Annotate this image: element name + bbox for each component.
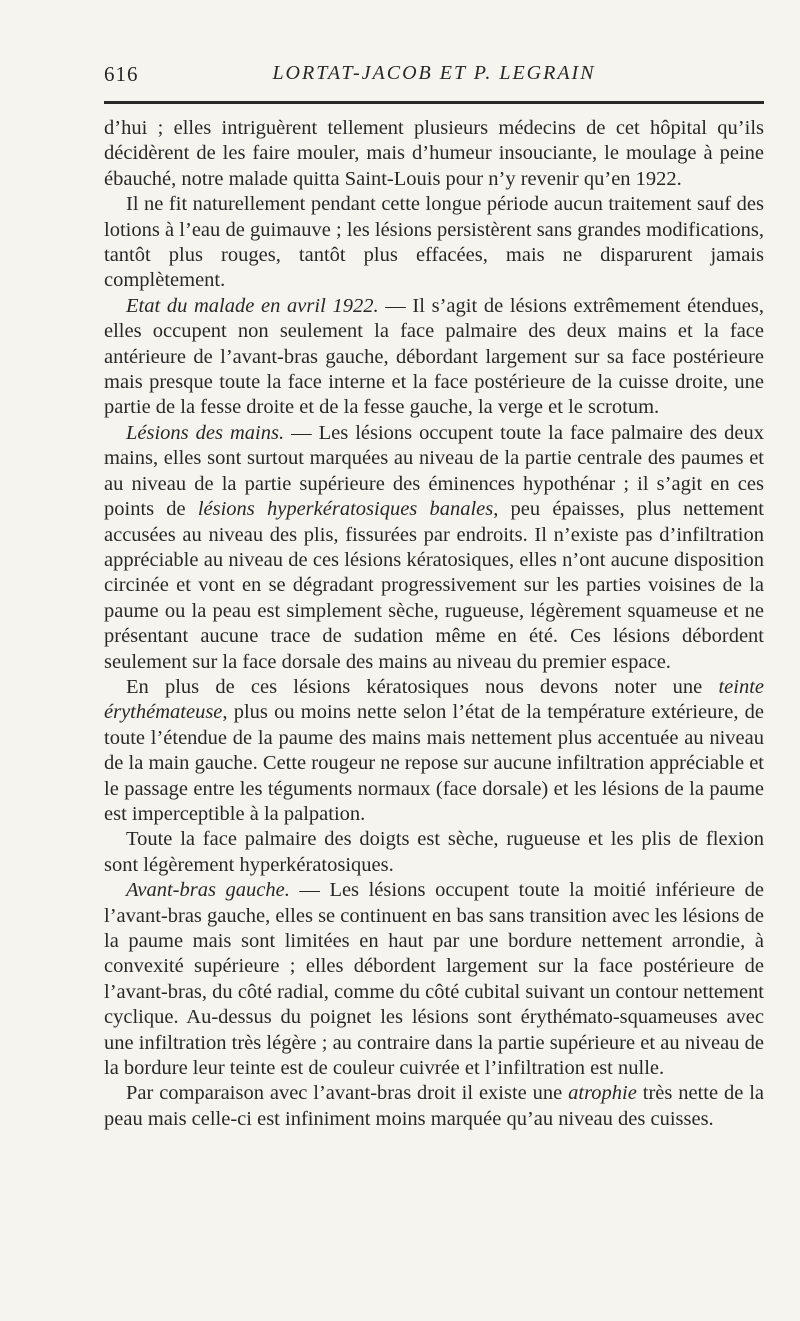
paragraph	[104, 116, 764, 192]
paragraph	[104, 192, 764, 294]
italic-text: teinte érythémateuse	[104, 675, 764, 724]
page-number: 616	[104, 62, 139, 86]
italic-text: Avant-bras gauche.	[126, 879, 290, 902]
page-header	[104, 62, 764, 92]
text-segment: En plus de ces lésions kératosiques nous devons noter une	[126, 675, 719, 698]
body-text	[104, 116, 764, 1132]
paragraph	[104, 675, 764, 827]
text-segment: d’hui ; elles intriguèrent tellement plusieurs médecins de cet hôpital qu’ils décidèrent de les faire mouler, mais d’humeur insouciante, le moulage à peine ébauché, notre malade quitta Saint-Louis pour n’y revenir qu’en 1922.	[104, 117, 764, 190]
text-segment: — Les lésions occupent toute la moitié inférieure de l’avant-bras gauche, elles se continuent en bas sans transition avec les lésions de la paume mais sont limitées en haut par une bordure nettement arrondie, à convexité supérieure ; elles débordent largement sur la face postérieure de l’avant-bras, du côté radial, comme du côté cubital suivant un contour nettement cyclique. Au-dessus du poignet les lésions sont érythémato-squameuses avec une infiltration très légère ; au contraire dans la partie supérieure et au niveau de la bordure leur teinte est de couleur cuivrée et l’infiltration est nulle.	[104, 879, 764, 1080]
paragraph	[104, 827, 764, 878]
text-segment: très nette de la peau mais celle-ci est infiniment moins marquée qu’au niveau des cuisses.	[104, 1082, 764, 1130]
text-segment: — Les lésions occupent toute la face palmaire des deux mains, elles sont surtout marquées au niveau de la partie centrale des paumes et au niveau de la partie supérieure des éminences hypothénar ; il s’agit en ces points de	[104, 421, 764, 521]
paragraph	[104, 421, 764, 675]
italic-text: lésions hyperkératosiques banales	[197, 498, 494, 521]
italic-text: Etat du malade en avril 1922.	[126, 294, 379, 317]
italic-text: atrophie	[568, 1082, 637, 1105]
text-segment: Il ne fit naturellement pendant cette longue période aucun traitement sauf des lotions à l’eau de guimauve ; les lésions persistèrent sans grandes modifications, tantôt plus rouges, tantôt plus effacées, mais ne disparurent jamais complètement.	[104, 193, 764, 292]
italic-text: Lésions des mains.	[126, 421, 285, 444]
text-segment: , plus ou moins nette selon l’état de la température extérieure, de toute l’étendue de la paume des mains mais nettement plus accentuée au niveau de la main gauche. Cette rougeur ne repose sur aucune infiltration appréciable et le passage entre les téguments normaux (face dorsale) et les lésions de la paume est imperceptible à la palpation.	[104, 701, 764, 825]
text-segment: , peu épaisses, plus nettement accusées au niveau des plis, fissurées par endroits. Il n’existe pas d’infiltration appréciable au niveau de ces lésions kératosiques, elles n’ont aucune disposition circinée et vont en se dégradant progressivement sur les parties voisines de la paume ou la peau est simplement sèche, rugueuse, légèrement squameuse et ne présentant aucune trace de sudation même en été. Ces lésions débordent seulement sur la face dorsale des mains au niveau du premier espace.	[104, 498, 765, 673]
running-title: LORTAT-JACOB ET P. LEGRAIN	[272, 62, 596, 84]
paragraph	[104, 1081, 764, 1132]
text-segment: Par comparaison avec l’avant-bras droit il existe une	[126, 1082, 569, 1105]
paragraph	[104, 878, 764, 1081]
text-segment: Toute la face palmaire des doigts est sèche, rugueuse et les plis de flexion sont légèrement hyperkératosiques.	[104, 828, 764, 876]
text-segment: — Il s’agit de lésions extrêmement étendues, elles occupent non seulement la face palmaire des deux mains et la face antérieure de l’avant-bras gauche, débordant largement sur sa face postérieure mais presque toute la face interne et la face postérieure de la cuisse droite, une partie de la fesse droite et de la fesse gauche, la verge et le scrotum.	[104, 294, 764, 419]
paragraph	[104, 294, 764, 421]
header-rule	[104, 101, 764, 104]
